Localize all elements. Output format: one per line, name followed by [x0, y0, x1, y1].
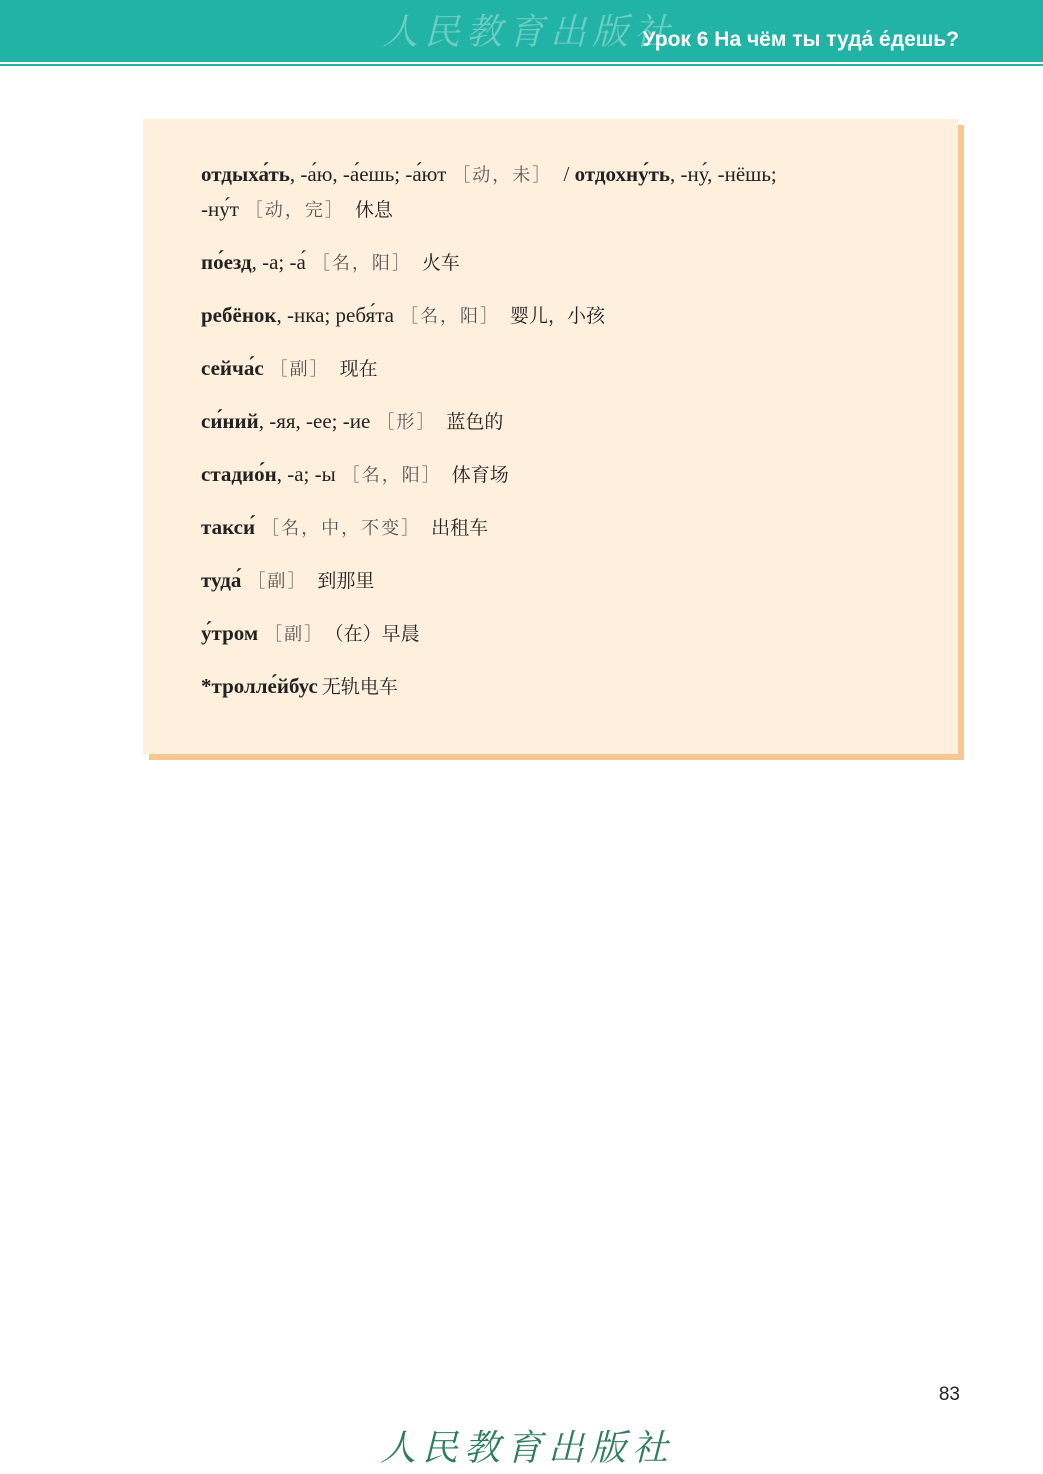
headword: у́тром	[201, 621, 259, 645]
word-forms: , -нка; ребя́та	[276, 303, 394, 327]
headword: си́ний	[201, 409, 259, 433]
headword: ребёнок	[201, 303, 277, 327]
headword: такси́	[201, 515, 256, 539]
vocab-entry	[201, 245, 460, 281]
grammar-tag: ［名，阳］	[341, 465, 442, 486]
grammar-tag: ［名，阳］	[311, 253, 412, 274]
publisher-logo-watermark: 人民教育出版社	[382, 12, 677, 53]
vocab-entry	[201, 563, 374, 599]
separator: /	[558, 162, 575, 186]
word-forms: , -а́ю, -а́ешь; -а́ют	[289, 162, 447, 186]
headword: *тролле́йбус	[201, 674, 318, 698]
lesson-title: Урок 6 На чём ты туда́ е́дешь?	[642, 28, 959, 51]
vocab-entry	[201, 298, 605, 334]
grammar-tag: ［形］	[376, 412, 437, 433]
translation: 休息	[354, 199, 393, 221]
headword: сейча́с	[201, 356, 264, 380]
translation: 出租车	[431, 517, 489, 539]
word-forms-pair: , -ну́, -нёшь;	[670, 162, 777, 186]
translation: 到那里	[317, 570, 375, 592]
word-forms: , -а; -ы	[276, 462, 336, 486]
word-forms: , -а; -а́	[251, 250, 306, 274]
vocab-entry-continuation	[201, 192, 393, 228]
page-number: 83	[938, 1384, 960, 1405]
headword: стадио́н	[201, 462, 277, 486]
grammar-tag: ［名，阳］	[399, 306, 500, 327]
headword: по́езд	[201, 250, 252, 274]
vocab-entry	[201, 404, 503, 440]
publisher-logo: 人民教育出版社	[380, 1428, 675, 1469]
header-divider	[0, 64, 1043, 66]
translation: 蓝色的	[446, 411, 504, 433]
translation: （在）早晨	[334, 623, 420, 645]
grammar-tag: ［副］	[269, 359, 330, 380]
translation: 体育场	[451, 464, 509, 486]
translation: 婴儿，小孩	[509, 305, 605, 327]
word-forms: , -яя, -ее; -ие	[258, 409, 371, 433]
translation: 现在	[339, 358, 378, 380]
word-forms: -ну́т	[201, 197, 239, 221]
grammar-tag: ［副］	[247, 571, 308, 592]
vocab-entry	[201, 351, 378, 387]
translation: 无轨电车	[321, 676, 398, 698]
vocabulary-panel	[143, 119, 958, 754]
grammar-tag: ［动，未］	[452, 165, 553, 186]
vocab-entry	[201, 457, 509, 493]
vocab-entry	[201, 669, 398, 705]
grammar-tag: ［动，完］	[244, 200, 345, 221]
translation: 火车	[421, 252, 460, 274]
headword: отдыха́ть	[201, 162, 290, 186]
vocab-entry	[201, 616, 420, 652]
vocab-entry	[201, 510, 488, 546]
headword-pair: отдохну́ть	[574, 162, 670, 186]
vocab-entry	[201, 157, 777, 193]
headword: туда́	[201, 568, 242, 592]
grammar-tag: ［副］	[264, 624, 325, 645]
grammar-tag: ［名，中，不变］	[261, 518, 422, 539]
